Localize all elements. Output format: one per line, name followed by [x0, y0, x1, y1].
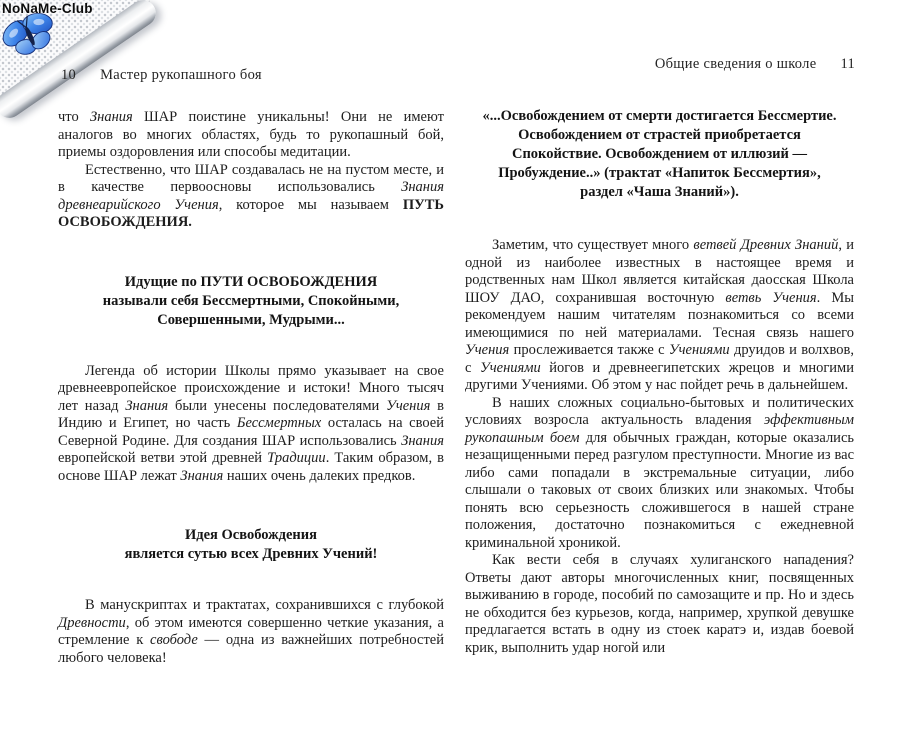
- running-head-right: [465, 56, 855, 73]
- paragraph: В манускриптах и трактатах, сохранившихся с глубокой Древности, об этом имеются совершенно четкие указания, а стремление к свободе — одна из важнейших потребностей любого человека!: [58, 597, 445, 666]
- page-number-right: 11: [840, 56, 855, 72]
- epigraph: «...Освобождением от смерти достигается Бессмертие. Освобождением от страстей приобретается Спокойствие. Освобождением от иллюзий — Пробуждение..» (трактат «Напиток Бессмертия», раздел «Чаша Знаний»).: [482, 108, 837, 200]
- paragraph: что Знания ШАР поистине уникальны! Они не имеют аналогов во многих областях, будь то рукопашный бой, приемы оздоровления или способы медитации.: [58, 109, 444, 160]
- paragraph: Заметим, что существует много ветвей Древних Знаний, и одной из наиболее известных в настоящее время и родственных нам Школ является китайская даосская Школа ШОУ ДАО, сохранившая восточную ветвь Учения. Мы рекомендуем нашим читателям познакомиться со всеми имеющимися по ней материалами. Тесная связь нашего Учения прослеживается также с Учениями друидов и волхвов, с Учениями йогов и древнеегипетских жрецов и многими другими Учениями. Об этом у нас пойдет речь в дальнейшем.: [465, 237, 854, 393]
- paragraph: В наших сложных социально-бытовых и политических условиях возросла актуальность владения эффективным рукопашным боем для обычных граждан, которые оказались незащищенными перед разгулом преступности. Многие из вас либо сами попадали в экстремальные ситуации, либо слышали о таковых от своих близких или знакомых. Чтобы понять всю серьезность сложившегося в нашей стране положения, достаточно познакомиться с ежедневной криминальной хроникой.: [465, 394, 854, 551]
- page-right-content: [465, 107, 854, 657]
- page-left-content: [58, 109, 444, 667]
- logo-text: NoNaMe-Club: [2, 1, 93, 16]
- paragraph: Легенда об истории Школы прямо указывает на свое древнеевропейское происхождение и истоки! Много тысяч лет назад Знания были унесены последователями Учения в Индию и Египет, но часть Бессмертных осталась на своей Северной Родине. Для создания ШАР использовались Знания европейской ветви этой древней Традиции. Таким образом, в основе ШАР лежат Знания наших очень далеких предков.: [58, 362, 445, 484]
- running-head-left: [61, 67, 446, 84]
- butterfly-icon: [0, 13, 60, 59]
- section-heading: Идея Освобождения является сутью всех Древних Учений!: [124, 527, 378, 562]
- running-title-left: Мастер рукопашного боя: [100, 67, 262, 83]
- page-number-left: 10: [61, 67, 77, 83]
- section-heading: Идущие по ПУТИ ОСВОБОЖДЕНИЯ называли себя Бессмертными, Спокойными, Совершенными, Мудрыми...: [102, 273, 400, 328]
- running-title-right: Общие сведения о школе: [654, 56, 817, 72]
- paragraph: Естественно, что ШАР создавалась не на пустом месте, и в качестве первоосновы использовались Знания древнеарийского Учения, которое мы называем ПУТЬ ОСВОБОЖДЕНИЯ.: [58, 161, 444, 230]
- paragraph: Как вести себя в случаях хулиганского нападения? Ответы дают авторы многочисленных книг, посвященных выживанию в городе, пособий по самозащите и пр. Но и здесь не обходится без курьезов, когда, например, хрупкой девушке предлагается встать в одну из стоек каратэ и, издав боевой крик, выполнить удар ногой или: [465, 552, 854, 656]
